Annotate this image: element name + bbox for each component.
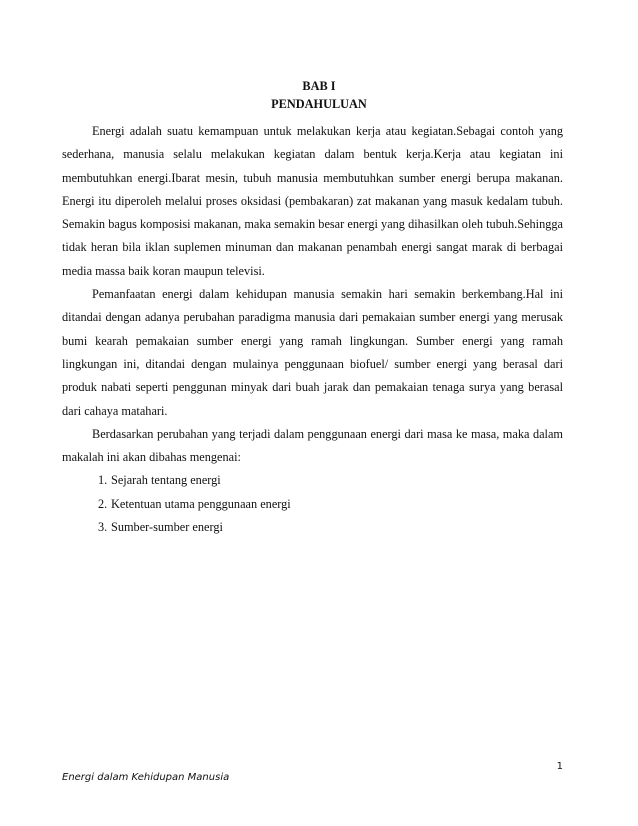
list-item-number: 1.: [98, 473, 108, 488]
chapter-title: [0, 97, 638, 111]
footer-document-title: Energi dalam Kehidupan Manusia: [62, 772, 230, 783]
list-item-number: 2.: [98, 496, 108, 511]
list-item: [62, 516, 563, 539]
paragraph-2: Pemanfaatan energi dalam kehidupan manusia semakin hari semakin berkembang.Hal ini ditandai dengan adanya perubahan paradigma manusia dari pemakaian sumber energi yang merusak bumi kearah pemakaian sumber energi yang ramah lingkungan. Sumber energi yang ramah lingkungan ini, ditandai dengan mulainya penggunaan biofuel/ sumber energi yang berasal dari produk nabati seperti penggunan minyak dari buah jarak dan pemakaian tenaga surya yang berasal dari cahaya matahari.: [62, 287, 563, 418]
list-item: [62, 493, 563, 516]
list-item-text: Sumber-sumber energi: [111, 520, 223, 535]
topic-list: [62, 469, 563, 539]
chapter-title-text: PENDAHULUAN: [271, 97, 367, 111]
chapter-number-text: BAB I: [302, 79, 336, 93]
list-item: [62, 469, 563, 492]
document-body: [62, 120, 563, 539]
page-number: 1: [556, 761, 563, 772]
paragraph-3: Berdasarkan perubahan yang terjadi dalam penggunaan energi dari masa ke masa, maka dalam makalah ini akan dibahas mengenai:: [62, 426, 563, 465]
list-item-text: Ketentuan utama penggunaan energi: [111, 496, 291, 511]
chapter-number: [0, 79, 638, 93]
paragraph-1: Energi adalah suatu kemampuan untuk melakukan kerja atau kegiatan.Sebagai contoh yang sederhana, manusia selalu melakukan kegiatan dalam bentuk kerja.Kerja atau kegiatan ini membutuhkan energi.Ibarat mesin, tubuh manusia membutuhkan sumber energi berupa makanan. Energi itu diperoleh melalui proses oksidasi (pembakaran) zat makanan yang masuk kedalam tubuh. Semakin bagus komposisi makanan, maka semakin besar energi yang dihasilkan oleh tubuh.Sehingga tidak heran bila iklan suplemen minuman dan makanan penambah energi sangat marak di berbagai media massa baik koran maupun televisi.: [62, 124, 563, 278]
list-item-number: 3.: [98, 520, 108, 535]
list-item-text: Sejarah tentang energi: [111, 473, 221, 488]
